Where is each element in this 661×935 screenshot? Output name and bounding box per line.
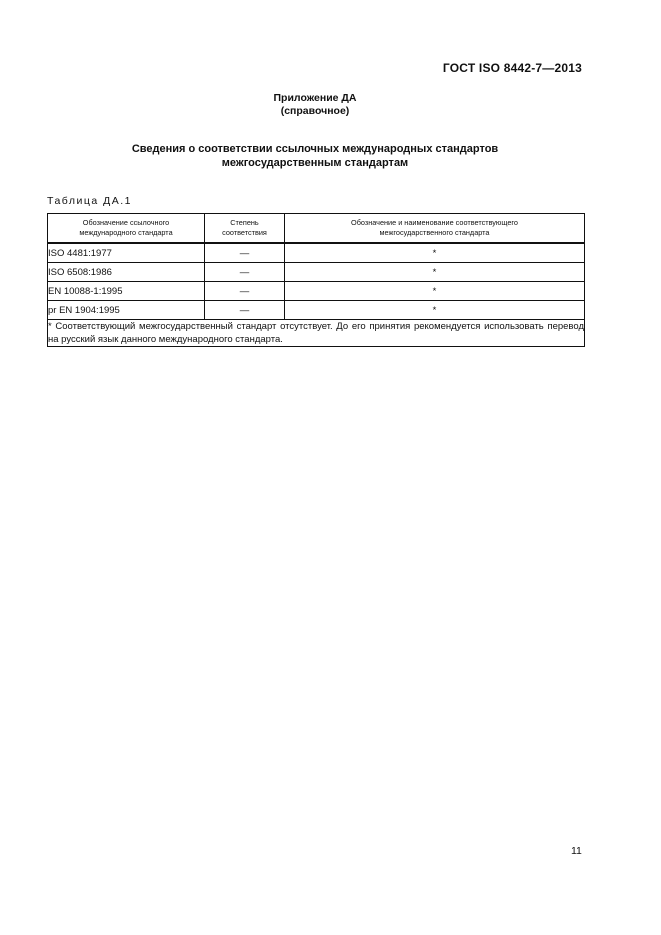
- header-line: межгосударственного стандарта: [379, 228, 490, 237]
- header-line: международного стандарта: [79, 228, 173, 237]
- annex-title: Приложение ДА: [273, 92, 357, 104]
- cell-interstate: *: [285, 263, 585, 282]
- header-line: Обозначение ссылочного: [82, 218, 170, 227]
- header-international-standard: [48, 214, 205, 244]
- table-row: [48, 263, 585, 282]
- document-title-line2: межгосударственным стандартам: [221, 157, 409, 169]
- header-line: соответствия: [222, 228, 267, 237]
- table-row: [48, 301, 585, 320]
- table-caption: Таблица ДА.1: [47, 195, 132, 207]
- page-number: 11: [571, 845, 582, 857]
- document-title-line1: Сведения о соответствии ссылочных международных стандартов: [131, 143, 499, 155]
- table-footnote-row: [48, 320, 585, 347]
- table-footnote: * Соответствующий межгосударственный стандарт отсутствует. До его принятия рекомендуется использовать перевод на русский язык данного международного стандарта.: [48, 321, 584, 345]
- cell-standard-code: ISO 6508:1986: [48, 263, 205, 282]
- cell-degree: —: [205, 263, 285, 282]
- cell-standard-code: EN 10088-1:1995: [48, 282, 205, 301]
- cell-interstate: *: [285, 243, 585, 263]
- cell-degree: —: [205, 282, 285, 301]
- header-line: Обозначение и наименование соответствующего: [351, 218, 518, 227]
- table-row: [48, 243, 585, 263]
- header-interstate-standard: [285, 214, 585, 244]
- cell-standard-code: pr EN 1904:1995: [48, 301, 205, 320]
- cell-degree: —: [205, 243, 285, 263]
- cell-standard-code: ISO 4481:1977: [48, 243, 205, 263]
- header-degree: [205, 214, 285, 244]
- header-line: Степень: [230, 218, 259, 227]
- cell-interstate: *: [285, 282, 585, 301]
- cell-interstate: *: [285, 301, 585, 320]
- table-header-row: [48, 214, 585, 244]
- table-row: [48, 282, 585, 301]
- cell-degree: —: [205, 301, 285, 320]
- standard-code: ГОСТ ISO 8442-7—2013: [442, 61, 582, 75]
- annex-subtitle: (справочное): [280, 105, 350, 117]
- standards-table: [47, 213, 585, 347]
